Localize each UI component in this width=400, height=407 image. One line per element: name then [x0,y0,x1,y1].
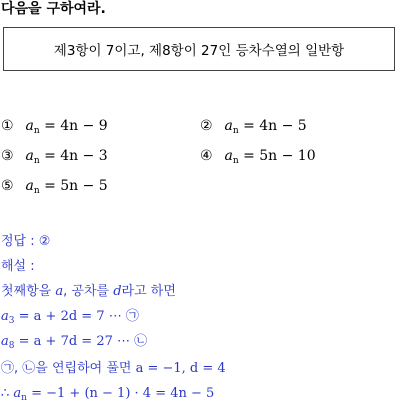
instruction: 다음을 구하여라. [1,1,106,17]
choice-2[interactable]: ② $a_n = 4n - 5$ [200,118,307,136]
choice-number: ④ [200,148,213,164]
choice-number: ③ [1,148,14,164]
therefore-symbol: ∴ [1,386,14,401]
choice-3[interactable]: ③ $a_n = 4n - 3$ [1,148,108,166]
choice-number: ⑤ [1,178,14,194]
explanation-equation-1: $a_3 = a + 2d = 7$ ⋯ ㉠ [1,309,139,326]
explanation-line-5: ∴ $a_n = -1 + (n - 1) \cdot 4 = 4n - 5$ [1,386,215,403]
choice-4[interactable]: ④ $a_n = 5n - 10$ [200,148,316,166]
answer-value: ② [38,234,51,249]
choice-1[interactable]: ① $a_n = 4n - 9$ [1,118,108,136]
problem-text: 제3항이 7이고, 제8항이 27인 등차수열의 일반항 [53,43,345,59]
choice-5[interactable]: ⑤ $a_n = 5n - 5$ [1,178,108,196]
explanation-line-4: ㉠, ㉡을 연립하여 풀면 a = −1, d = 4 [1,361,226,376]
explanation-equation-2: $a_8 = a + 7d = 27$ ⋯ ㉡ [1,334,148,351]
explanation-heading: 해설 : [1,259,35,274]
choice-number: ① [1,118,14,134]
answer-line: 정답 : ② [1,234,51,249]
problem-box [3,27,395,71]
choice-number: ② [200,118,213,134]
explanation-line-1: 첫째항을 a, 공차를 d라고 하면 [1,284,176,299]
